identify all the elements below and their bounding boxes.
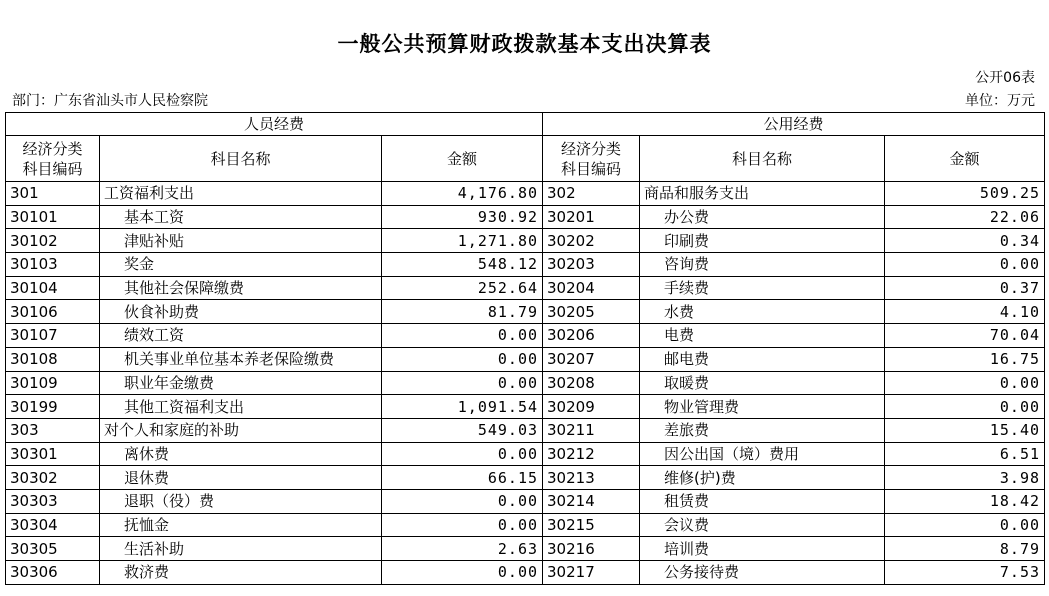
table-number: 公开06表 <box>975 70 1035 86</box>
left-name-cell: 退休费 <box>100 466 382 490</box>
right-name-cell: 商品和服务支出 <box>640 182 885 206</box>
right-name-cell: 差旅费 <box>640 418 885 442</box>
right-amount-cell: 18.42 <box>885 489 1045 513</box>
right-code-cell: 30209 <box>543 395 640 419</box>
left-amount-cell: 549.03 <box>382 418 543 442</box>
left-amount-cell: 0.00 <box>382 442 543 466</box>
right-name-cell: 租赁费 <box>640 489 885 513</box>
left-name-cell: 职业年金缴费 <box>100 371 382 395</box>
right-code-cell: 30215 <box>543 513 640 537</box>
right-code-cell: 30213 <box>543 466 640 490</box>
left-name-cell: 其他社会保障缴费 <box>100 276 382 300</box>
right-name-header: 科目名称 <box>640 136 885 182</box>
left-name-cell: 机关事业单位基本养老保险缴费 <box>100 347 382 371</box>
left-amount-cell: 0.00 <box>382 324 543 348</box>
right-amount-cell: 0.00 <box>885 253 1045 277</box>
right-amount-cell: 15.40 <box>885 418 1045 442</box>
left-name-cell: 津贴补贴 <box>100 229 382 253</box>
right-code-cell: 302 <box>543 182 640 206</box>
right-code-cell: 30212 <box>543 442 640 466</box>
right-amount-cell: 0.37 <box>885 276 1045 300</box>
left-code-header <box>6 136 100 182</box>
left-amount-cell: 0.00 <box>382 489 543 513</box>
left-name-cell: 奖金 <box>100 253 382 277</box>
code-header-line2: 科目编码 <box>22 159 83 178</box>
left-code-cell: 30107 <box>6 324 100 348</box>
table-row <box>6 253 1045 277</box>
left-code-cell: 30104 <box>6 276 100 300</box>
left-code-cell: 30306 <box>6 561 100 585</box>
left-amount-cell: 81.79 <box>382 300 543 324</box>
left-amount-header: 金额 <box>382 136 543 182</box>
table-row <box>6 205 1045 229</box>
left-amount-cell: 1,271.80 <box>382 229 543 253</box>
right-amount-cell: 0.34 <box>885 229 1045 253</box>
right-name-cell: 因公出国（境）费用 <box>640 442 885 466</box>
right-code-cell: 30203 <box>543 253 640 277</box>
left-code-cell: 303 <box>6 418 100 442</box>
left-amount-cell: 2.63 <box>382 537 543 561</box>
right-code-cell: 30214 <box>543 489 640 513</box>
left-amount-cell: 930.92 <box>382 205 543 229</box>
left-code-cell: 30199 <box>6 395 100 419</box>
left-name-cell: 其他工资福利支出 <box>100 395 382 419</box>
left-code-cell: 30301 <box>6 442 100 466</box>
left-amount-cell: 66.15 <box>382 466 543 490</box>
left-amount-cell: 0.00 <box>382 513 543 537</box>
right-name-cell: 邮电费 <box>640 347 885 371</box>
right-code-header <box>543 136 640 182</box>
table-row <box>6 300 1045 324</box>
table-row <box>6 561 1045 585</box>
public-group-header: 公用经费 <box>543 113 1045 136</box>
table-row <box>6 276 1045 300</box>
right-name-cell: 水费 <box>640 300 885 324</box>
right-code-cell: 30211 <box>543 418 640 442</box>
left-name-cell: 抚恤金 <box>100 513 382 537</box>
left-name-cell: 绩效工资 <box>100 324 382 348</box>
left-code-cell: 30109 <box>6 371 100 395</box>
left-name-cell: 基本工资 <box>100 205 382 229</box>
right-amount-cell: 70.04 <box>885 324 1045 348</box>
left-code-cell: 30303 <box>6 489 100 513</box>
left-name-cell: 工资福利支出 <box>100 182 382 206</box>
right-name-cell: 咨询费 <box>640 253 885 277</box>
right-amount-cell: 6.51 <box>885 442 1045 466</box>
right-amount-cell: 8.79 <box>885 537 1045 561</box>
right-name-cell: 物业管理费 <box>640 395 885 419</box>
code-header-line1: 经济分类 <box>22 139 83 158</box>
left-code-cell: 30305 <box>6 537 100 561</box>
table-row <box>6 489 1045 513</box>
left-code-cell: 30304 <box>6 513 100 537</box>
left-code-cell: 30103 <box>6 253 100 277</box>
right-name-cell: 公务接待费 <box>640 561 885 585</box>
left-code-cell: 30302 <box>6 466 100 490</box>
right-code-cell: 30206 <box>543 324 640 348</box>
unit-label: 单位：万元 <box>965 93 1035 109</box>
budget-table <box>5 112 1045 585</box>
right-amount-cell: 0.00 <box>885 395 1045 419</box>
table-row <box>6 513 1045 537</box>
left-name-cell: 生活补助 <box>100 537 382 561</box>
left-code-cell: 30101 <box>6 205 100 229</box>
table-body <box>6 182 1045 585</box>
table-row <box>6 395 1045 419</box>
table-row <box>6 182 1045 206</box>
left-name-cell: 离休费 <box>100 442 382 466</box>
table-row <box>6 442 1045 466</box>
right-code-cell: 30205 <box>543 300 640 324</box>
right-amount-cell: 16.75 <box>885 347 1045 371</box>
right-name-cell: 印刷费 <box>640 229 885 253</box>
right-code-cell: 30201 <box>543 205 640 229</box>
right-amount-cell: 0.00 <box>885 371 1045 395</box>
right-name-cell: 取暖费 <box>640 371 885 395</box>
table-row <box>6 324 1045 348</box>
left-amount-cell: 1,091.54 <box>382 395 543 419</box>
table-row <box>6 371 1045 395</box>
right-amount-cell: 4.10 <box>885 300 1045 324</box>
left-code-cell: 30106 <box>6 300 100 324</box>
left-amount-cell: 252.64 <box>382 276 543 300</box>
left-code-cell: 30102 <box>6 229 100 253</box>
right-amount-cell: 509.25 <box>885 182 1045 206</box>
table-row <box>6 537 1045 561</box>
table-row <box>6 347 1045 371</box>
left-amount-cell: 0.00 <box>382 347 543 371</box>
right-code-cell: 30216 <box>543 537 640 561</box>
code-header-line2: 科目编码 <box>561 159 622 178</box>
right-code-cell: 30207 <box>543 347 640 371</box>
code-header-line1: 经济分类 <box>561 139 622 158</box>
left-code-cell: 30108 <box>6 347 100 371</box>
right-code-cell: 30204 <box>543 276 640 300</box>
table-row <box>6 229 1045 253</box>
left-amount-cell: 0.00 <box>382 561 543 585</box>
right-name-cell: 培训费 <box>640 537 885 561</box>
left-amount-cell: 4,176.80 <box>382 182 543 206</box>
right-amount-header: 金额 <box>885 136 1045 182</box>
table-row <box>6 466 1045 490</box>
right-amount-cell: 7.53 <box>885 561 1045 585</box>
right-name-cell: 电费 <box>640 324 885 348</box>
department-label: 部门：广东省汕头市人民检察院 <box>12 93 208 109</box>
right-code-cell: 30208 <box>543 371 640 395</box>
left-name-cell: 伙食补助费 <box>100 300 382 324</box>
left-name-cell: 对个人和家庭的补助 <box>100 418 382 442</box>
left-code-cell: 301 <box>6 182 100 206</box>
right-amount-cell: 22.06 <box>885 205 1045 229</box>
left-amount-cell: 0.00 <box>382 371 543 395</box>
right-amount-cell: 0.00 <box>885 513 1045 537</box>
page-title: 一般公共预算财政拨款基本支出决算表 <box>337 32 712 56</box>
right-name-cell: 会议费 <box>640 513 885 537</box>
right-name-cell: 维修(护)费 <box>640 466 885 490</box>
right-code-cell: 30202 <box>543 229 640 253</box>
right-name-cell: 办公费 <box>640 205 885 229</box>
left-name-cell: 退职（役）费 <box>100 489 382 513</box>
left-name-cell: 救济费 <box>100 561 382 585</box>
right-amount-cell: 3.98 <box>885 466 1045 490</box>
personnel-group-header: 人员经费 <box>6 113 543 136</box>
left-amount-cell: 548.12 <box>382 253 543 277</box>
right-name-cell: 手续费 <box>640 276 885 300</box>
right-code-cell: 30217 <box>543 561 640 585</box>
table-row <box>6 418 1045 442</box>
left-name-header: 科目名称 <box>100 136 382 182</box>
